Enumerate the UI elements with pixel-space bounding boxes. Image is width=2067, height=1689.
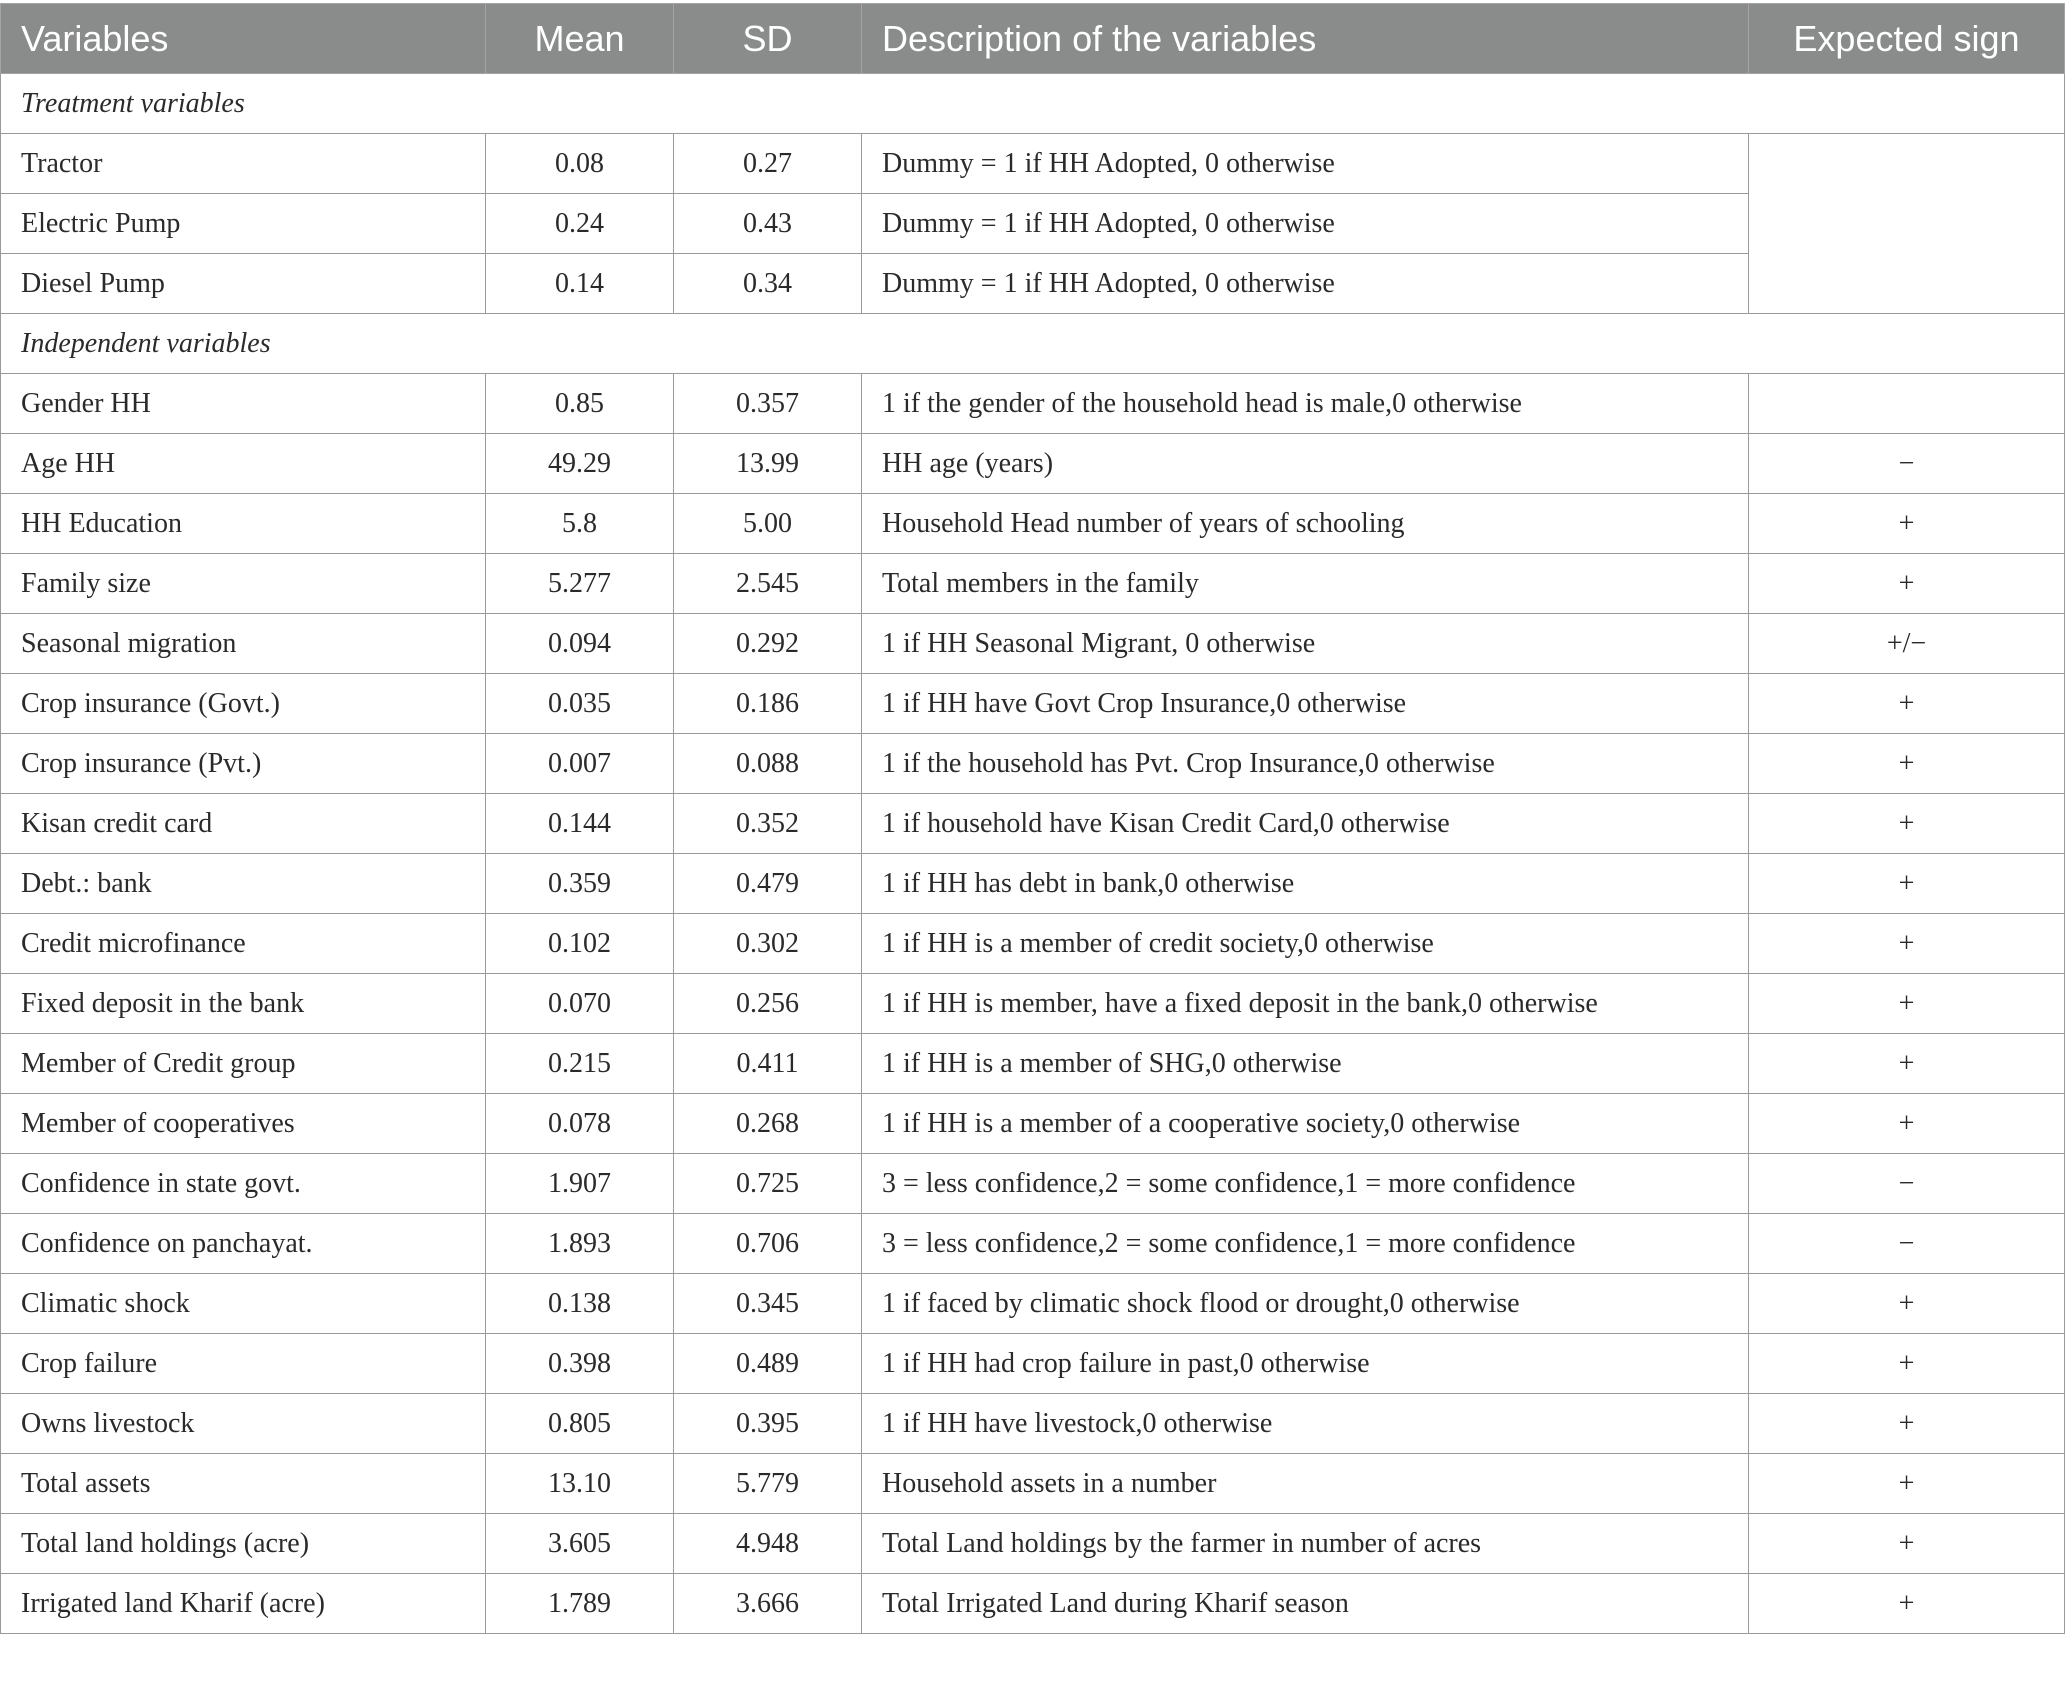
variable-cell: HH Education: [1, 494, 486, 554]
sd-cell: 0.43: [674, 194, 862, 254]
variable-cell: Tractor: [1, 134, 486, 194]
table-row: [1, 554, 2065, 614]
table-row: [1, 1154, 2065, 1214]
expected-sign-cell: +: [1749, 554, 2065, 614]
expected-sign-cell: +: [1749, 494, 2065, 554]
variable-cell: Total land holdings (acre): [1, 1514, 486, 1574]
description-cell: 1 if household have Kisan Credit Card,0 otherwise: [862, 794, 1749, 854]
table-row: [1, 674, 2065, 734]
header-expected-sign: Expected sign: [1749, 4, 2065, 74]
variable-cell: Total assets: [1, 1454, 486, 1514]
sd-cell: 0.27: [674, 134, 862, 194]
variable-cell: Fixed deposit in the bank: [1, 974, 486, 1034]
expected-sign-cell: +: [1749, 794, 2065, 854]
table-row: [1, 1034, 2065, 1094]
description-cell: Dummy = 1 if HH Adopted, 0 otherwise: [862, 254, 1749, 314]
variable-cell: Member of Credit group: [1, 1034, 486, 1094]
variable-cell: Irrigated land Kharif (acre): [1, 1574, 486, 1634]
description-cell: Dummy = 1 if HH Adopted, 0 otherwise: [862, 194, 1749, 254]
section-label-treatment: Treatment variables: [1, 74, 2065, 134]
expected-sign-cell: −: [1749, 1214, 2065, 1274]
mean-cell: 0.398: [486, 1334, 674, 1394]
sd-cell: 13.99: [674, 434, 862, 494]
expected-sign-cell: +: [1749, 914, 2065, 974]
mean-cell: 0.08: [486, 134, 674, 194]
mean-cell: 5.8: [486, 494, 674, 554]
sd-cell: 0.186: [674, 674, 862, 734]
description-cell: 1 if the gender of the household head is male,0 otherwise: [862, 374, 1749, 434]
table-row: [1, 734, 2065, 794]
variable-cell: Gender HH: [1, 374, 486, 434]
sd-cell: 0.268: [674, 1094, 862, 1154]
variable-cell: Seasonal migration: [1, 614, 486, 674]
mean-cell: 5.277: [486, 554, 674, 614]
variable-cell: Electric Pump: [1, 194, 486, 254]
description-cell: 1 if faced by climatic shock flood or drought,0 otherwise: [862, 1274, 1749, 1334]
sd-cell: 0.345: [674, 1274, 862, 1334]
variable-cell: Crop failure: [1, 1334, 486, 1394]
variable-cell: Credit microfinance: [1, 914, 486, 974]
sd-cell: 0.411: [674, 1034, 862, 1094]
table-row: [1, 1334, 2065, 1394]
description-cell: Dummy = 1 if HH Adopted, 0 otherwise: [862, 134, 1749, 194]
variable-cell: Member of cooperatives: [1, 1094, 486, 1154]
description-cell: 1 if HH Seasonal Migrant, 0 otherwise: [862, 614, 1749, 674]
expected-sign-cell: +: [1749, 1394, 2065, 1454]
table-row: [1, 134, 2065, 194]
table-row: [1, 374, 2065, 434]
table-row: [1, 1274, 2065, 1334]
mean-cell: 0.138: [486, 1274, 674, 1334]
description-cell: 3 = less confidence,2 = some confidence,1 = more confidence: [862, 1154, 1749, 1214]
mean-cell: 1.893: [486, 1214, 674, 1274]
expected-sign-cell: −: [1749, 1154, 2065, 1214]
variable-cell: Crop insurance (Pvt.): [1, 734, 486, 794]
expected-sign-cell: +: [1749, 1094, 2065, 1154]
description-cell: Total Irrigated Land during Kharif season: [862, 1574, 1749, 1634]
header-sd: SD: [674, 4, 862, 74]
expected-sign-cell: −: [1749, 434, 2065, 494]
section-row-independent: [1, 314, 2065, 374]
description-cell: Household assets in a number: [862, 1454, 1749, 1514]
sd-cell: 3.666: [674, 1574, 862, 1634]
expected-sign-cell: +: [1749, 1454, 2065, 1514]
mean-cell: 0.805: [486, 1394, 674, 1454]
expected-sign-cell: +: [1749, 974, 2065, 1034]
mean-cell: 0.007: [486, 734, 674, 794]
sd-cell: 0.292: [674, 614, 862, 674]
sd-cell: 2.545: [674, 554, 862, 614]
mean-cell: 0.24: [486, 194, 674, 254]
expected-sign-cell: +: [1749, 674, 2065, 734]
sd-cell: 0.352: [674, 794, 862, 854]
section-label-independent: Independent variables: [1, 314, 2065, 374]
table-row: [1, 434, 2065, 494]
table-row: [1, 914, 2065, 974]
header-variables: Variables: [1, 4, 486, 74]
variable-cell: Confidence in state govt.: [1, 1154, 486, 1214]
mean-cell: 13.10: [486, 1454, 674, 1514]
mean-cell: 1.789: [486, 1574, 674, 1634]
sd-cell: 0.256: [674, 974, 862, 1034]
expected-sign-cell: +: [1749, 1334, 2065, 1394]
variable-cell: Crop insurance (Govt.): [1, 674, 486, 734]
table-row: [1, 1454, 2065, 1514]
table-row: [1, 1394, 2065, 1454]
expected-sign-cell: +: [1749, 734, 2065, 794]
description-cell: Total members in the family: [862, 554, 1749, 614]
sd-cell: 5.779: [674, 1454, 862, 1514]
table-header: [1, 4, 2065, 74]
table-row: [1, 974, 2065, 1034]
variable-cell: Family size: [1, 554, 486, 614]
expected-sign-cell: +: [1749, 1274, 2065, 1334]
description-cell: 1 if HH has debt in bank,0 otherwise: [862, 854, 1749, 914]
sd-cell: 0.725: [674, 1154, 862, 1214]
table-row: [1, 1214, 2065, 1274]
description-cell: 1 if HH is a member of a cooperative society,0 otherwise: [862, 1094, 1749, 1154]
mean-cell: 3.605: [486, 1514, 674, 1574]
variable-cell: Age HH: [1, 434, 486, 494]
mean-cell: 49.29: [486, 434, 674, 494]
mean-cell: 0.359: [486, 854, 674, 914]
sd-cell: 0.34: [674, 254, 862, 314]
description-cell: Total Land holdings by the farmer in number of acres: [862, 1514, 1749, 1574]
sd-cell: 5.00: [674, 494, 862, 554]
table-row: [1, 494, 2065, 554]
section-row-treatment: [1, 74, 2065, 134]
description-cell: 1 if HH is member, have a fixed deposit in the bank,0 otherwise: [862, 974, 1749, 1034]
description-cell: 1 if HH is a member of credit society,0 otherwise: [862, 914, 1749, 974]
expected-sign-cell: [1749, 374, 2065, 434]
description-cell: Household Head number of years of schooling: [862, 494, 1749, 554]
header-row: [1, 4, 2065, 74]
description-cell: HH age (years): [862, 434, 1749, 494]
sd-cell: 0.489: [674, 1334, 862, 1394]
header-description: Description of the variables: [862, 4, 1749, 74]
variable-cell: Kisan credit card: [1, 794, 486, 854]
expected-sign-cell-merged: [1749, 134, 2065, 314]
variable-cell: Confidence on panchayat.: [1, 1214, 486, 1274]
expected-sign-cell: +: [1749, 1574, 2065, 1634]
table-body: [1, 74, 2065, 1634]
variable-cell: Diesel Pump: [1, 254, 486, 314]
sd-cell: 4.948: [674, 1514, 862, 1574]
variable-cell: Debt.: bank: [1, 854, 486, 914]
mean-cell: 1.907: [486, 1154, 674, 1214]
sd-cell: 0.357: [674, 374, 862, 434]
sd-cell: 0.479: [674, 854, 862, 914]
sd-cell: 0.088: [674, 734, 862, 794]
mean-cell: 0.102: [486, 914, 674, 974]
description-cell: 1 if HH have Govt Crop Insurance,0 otherwise: [862, 674, 1749, 734]
table-row: [1, 1574, 2065, 1634]
expected-sign-cell: +: [1749, 1034, 2065, 1094]
variable-cell: Owns livestock: [1, 1394, 486, 1454]
expected-sign-cell: +: [1749, 854, 2065, 914]
table-row: [1, 1094, 2065, 1154]
mean-cell: 0.215: [486, 1034, 674, 1094]
mean-cell: 0.078: [486, 1094, 674, 1154]
mean-cell: 0.094: [486, 614, 674, 674]
mean-cell: 0.85: [486, 374, 674, 434]
table-row: [1, 854, 2065, 914]
description-cell: 1 if HH have livestock,0 otherwise: [862, 1394, 1749, 1454]
mean-cell: 0.144: [486, 794, 674, 854]
variable-cell: Climatic shock: [1, 1274, 486, 1334]
description-cell: 1 if HH is a member of SHG,0 otherwise: [862, 1034, 1749, 1094]
description-cell: 1 if HH had crop failure in past,0 otherwise: [862, 1334, 1749, 1394]
expected-sign-cell: +: [1749, 1514, 2065, 1574]
description-cell: 3 = less confidence,2 = some confidence,1 = more confidence: [862, 1214, 1749, 1274]
sd-cell: 0.395: [674, 1394, 862, 1454]
table-row: [1, 614, 2065, 674]
expected-sign-cell: +/−: [1749, 614, 2065, 674]
description-cell: 1 if the household has Pvt. Crop Insurance,0 otherwise: [862, 734, 1749, 794]
variables-table: [0, 3, 2065, 1634]
mean-cell: 0.14: [486, 254, 674, 314]
sd-cell: 0.706: [674, 1214, 862, 1274]
mean-cell: 0.070: [486, 974, 674, 1034]
table-row: [1, 794, 2065, 854]
header-mean: Mean: [486, 4, 674, 74]
sd-cell: 0.302: [674, 914, 862, 974]
table-row: [1, 1514, 2065, 1574]
mean-cell: 0.035: [486, 674, 674, 734]
